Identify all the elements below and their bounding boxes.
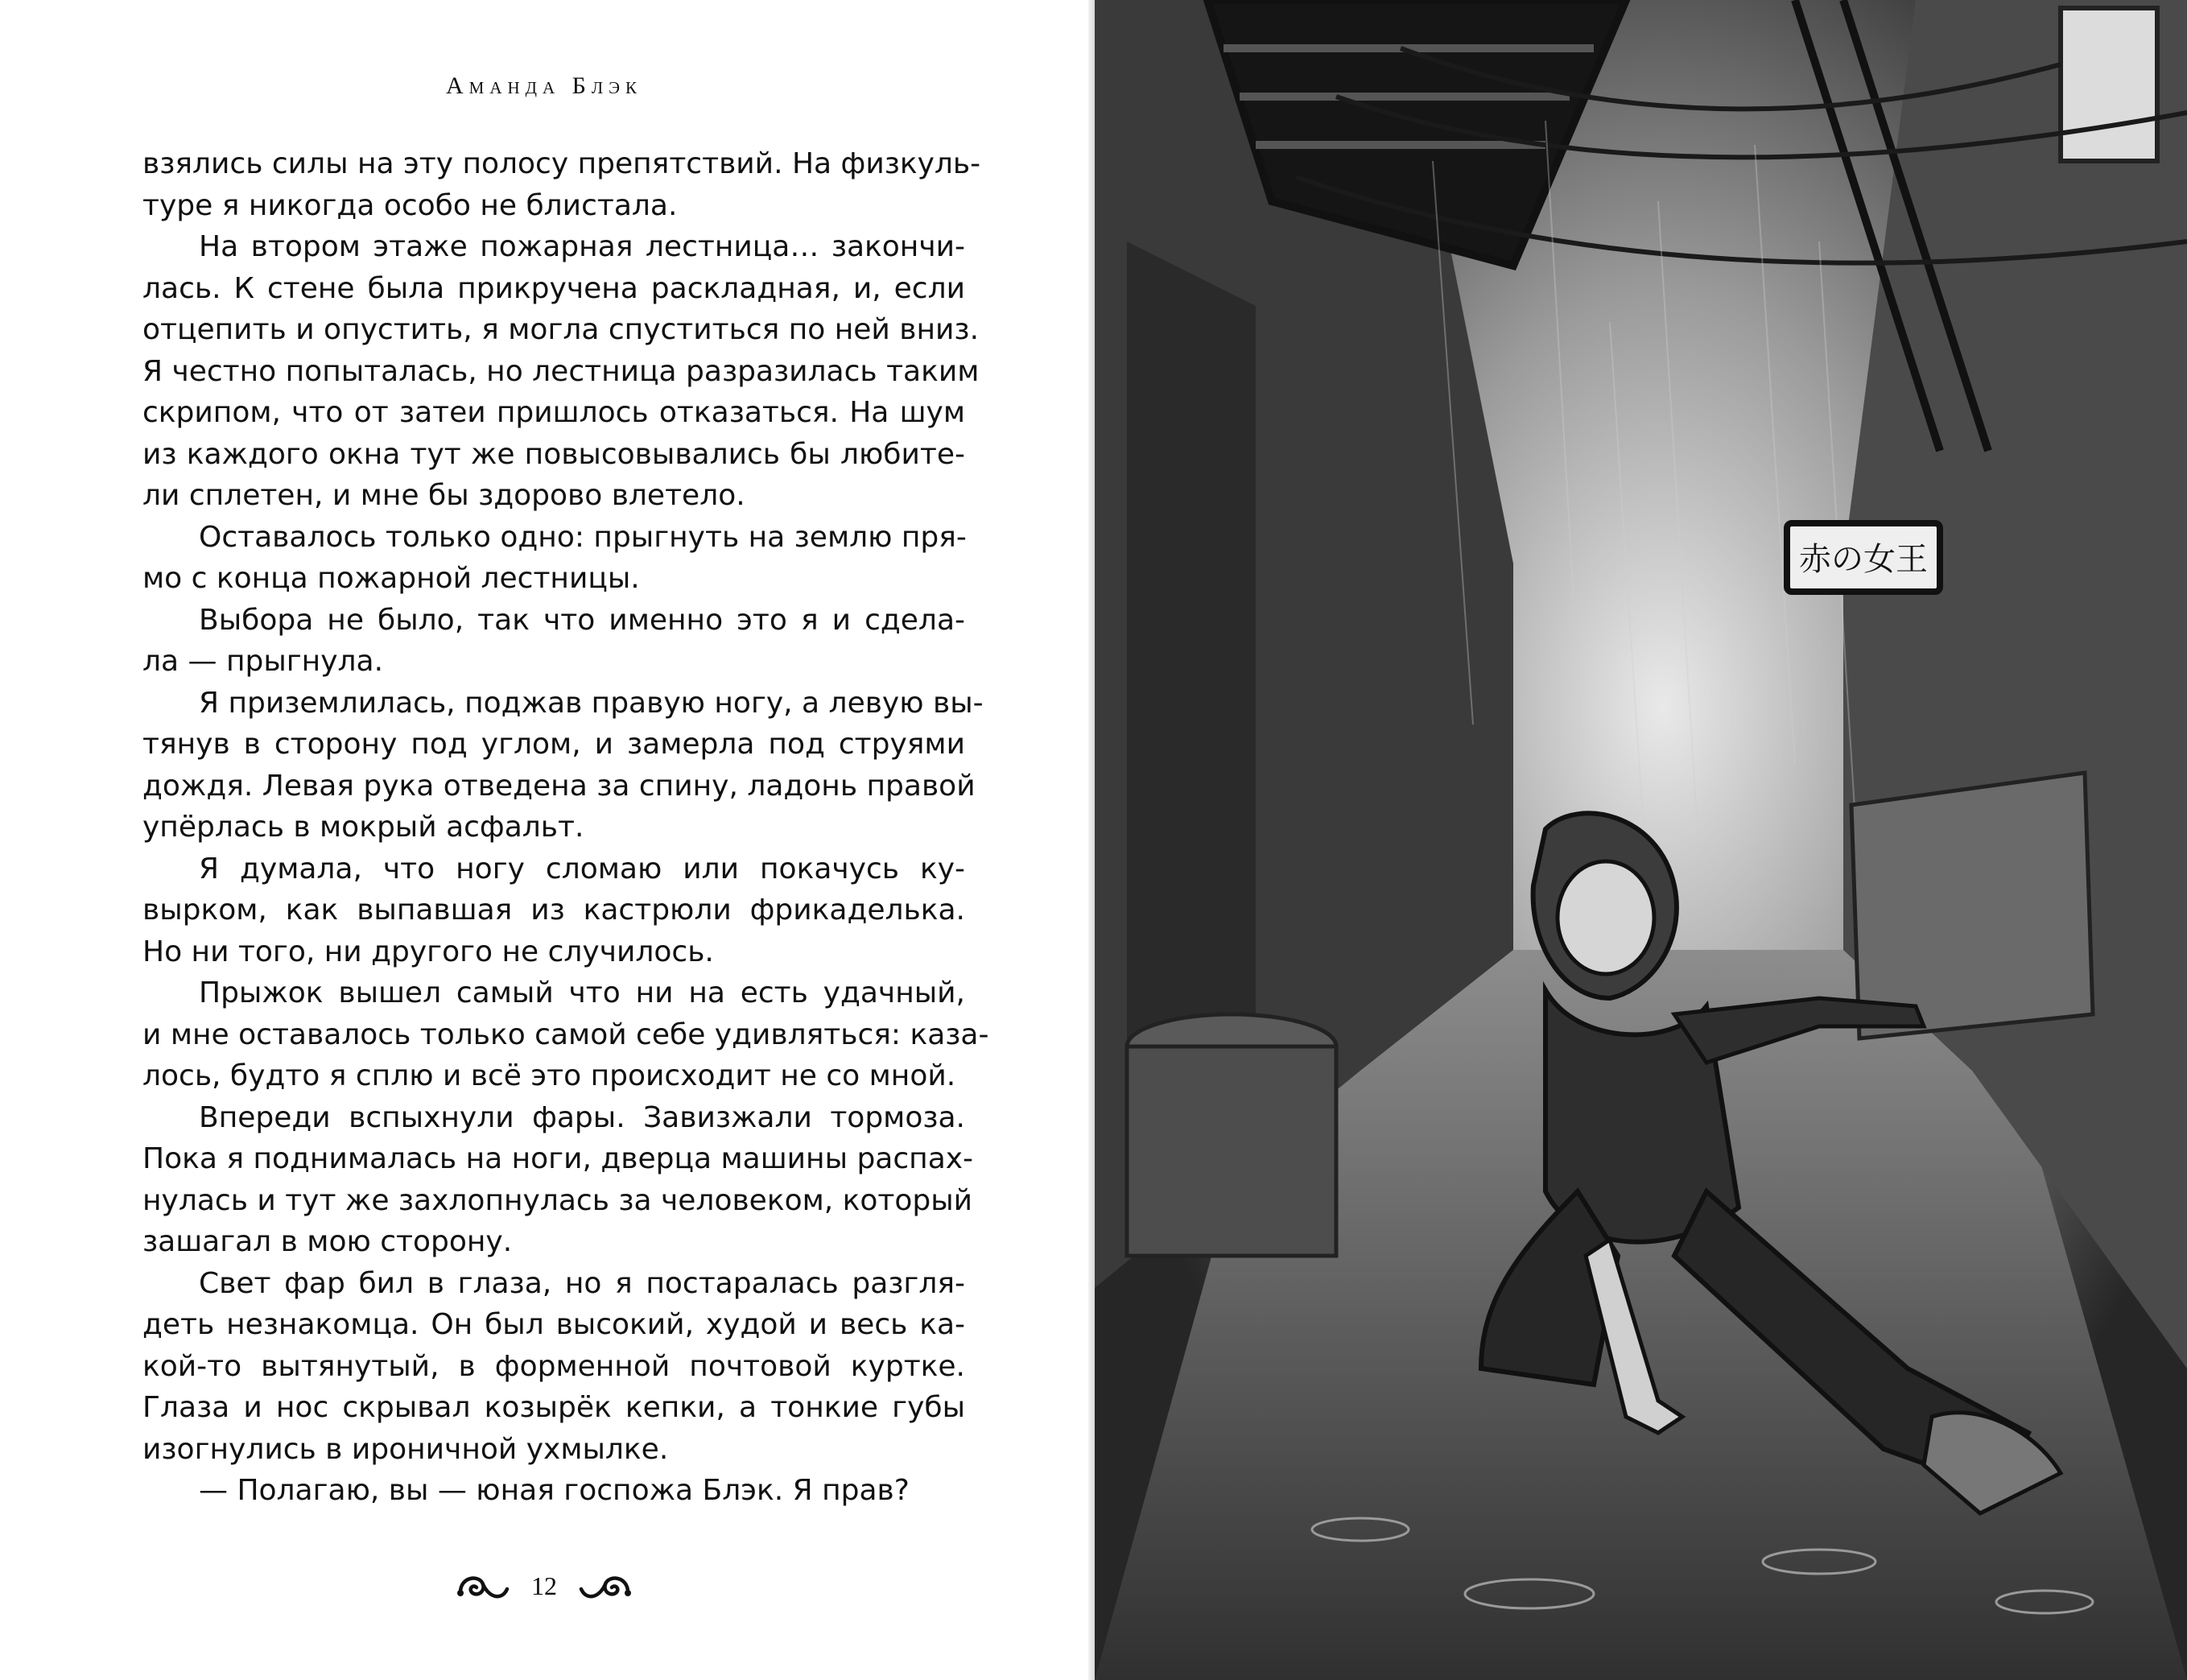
text-line: и мне оставалось только самой себе удивляться: каза- [142,1017,989,1051]
left-page [0,0,1088,1680]
text-line: ла — прыгнула. [142,645,384,678]
text-line: Прыжок вышел самый что ни на есть удачный, [199,976,965,1009]
text-line: Оставалось только одно: прыгнуть на землю пря- [199,520,967,554]
text-line: из каждого окна тут же повысовывались бы любите- [142,437,965,471]
text-line: На втором этаже пожарная лестница… закончи- [199,230,965,263]
text-line: Глаза и нос скрывал козырёк кепки, а тонкие губы [142,1391,965,1424]
text-line: Впереди вспыхнули фары. Завизжали тормоза. [199,1100,965,1134]
text-line: мо с конца пожарной лестницы. [142,562,640,595]
text-line: ли сплетен, и мне бы здорово влетело. [142,479,745,512]
window [2061,8,2157,161]
text-line: Я приземлилась, поджав правую ногу, а левую вы- [199,686,984,720]
trash-can [1127,1046,1336,1256]
sign-text: 赤の女王 [1799,541,1928,578]
text-line: зашагал в мою сторону. [142,1225,513,1258]
flourish-right-icon [576,1568,633,1604]
text-line: нулась и тут же захлопнулась за человеком, который [142,1183,973,1217]
text-line: вырком, как выпавшая из кастрюли фрикаделька. [142,894,965,927]
text-line: деть незнакомца. Он был высокий, худой и весь ка- [142,1308,965,1341]
text-line: взялись силы на эту полосу препятствий. На физкуль- [142,147,981,180]
text-line: лось, будто я сплю и всё это происходит не со мной. [142,1059,956,1092]
text-line: скрипом, что от затеи пришлось отказаться. На шум [142,396,965,429]
dumpster [1851,773,2093,1038]
text-line: тянув в сторону под углом, и замерла под струями [142,728,965,761]
text-line: Выбора не было, так что именно это я и сдела- [199,603,965,637]
body-text [142,143,989,1512]
text-line: Я думала, что ногу сломаю или покачусь ку- [199,852,965,885]
text-line: — Полагаю, вы — юная госпожа Блэк. Я прав? [199,1474,910,1507]
running-head: Аманда Блэк [446,72,642,99]
left-door [1127,241,1256,1143]
text-line: Свет фар бил в глаза, но я постаралась разгля- [199,1266,965,1300]
text-line: изогнулись в ироничной ухмылке. [142,1432,669,1466]
text-line: упёрлась в мокрый асфальт. [142,811,584,844]
text-line: туре я никогда особо не блистала. [142,188,678,222]
text-line: отцепить и опустить, я могла спуститься по ней вниз. [142,313,980,346]
hanging-sign [1787,523,1940,592]
text-line: кой-то вытянутый, в форменной почтовой куртке. [142,1349,965,1383]
text-line: дождя. Левая рука отведена за спину, ладонь правой [142,769,976,803]
folio [0,1568,1088,1604]
book-gutter [1088,0,1095,1680]
text-line: Я честно попыталась, но лестница разразилась таким [142,354,980,388]
alley-illustration [1095,0,2187,1680]
flourish-left-icon [456,1568,512,1604]
text-line: Пока я поднималась на ноги, дверца машины распах- [142,1142,974,1175]
text-line: Но ни того, ни другого не случилось. [142,935,714,968]
text-line: лась. К стене была прикручена раскладная, и, если [142,271,965,305]
illustration-canvas [1095,0,2187,1680]
page-number: 12 [531,1571,557,1600]
